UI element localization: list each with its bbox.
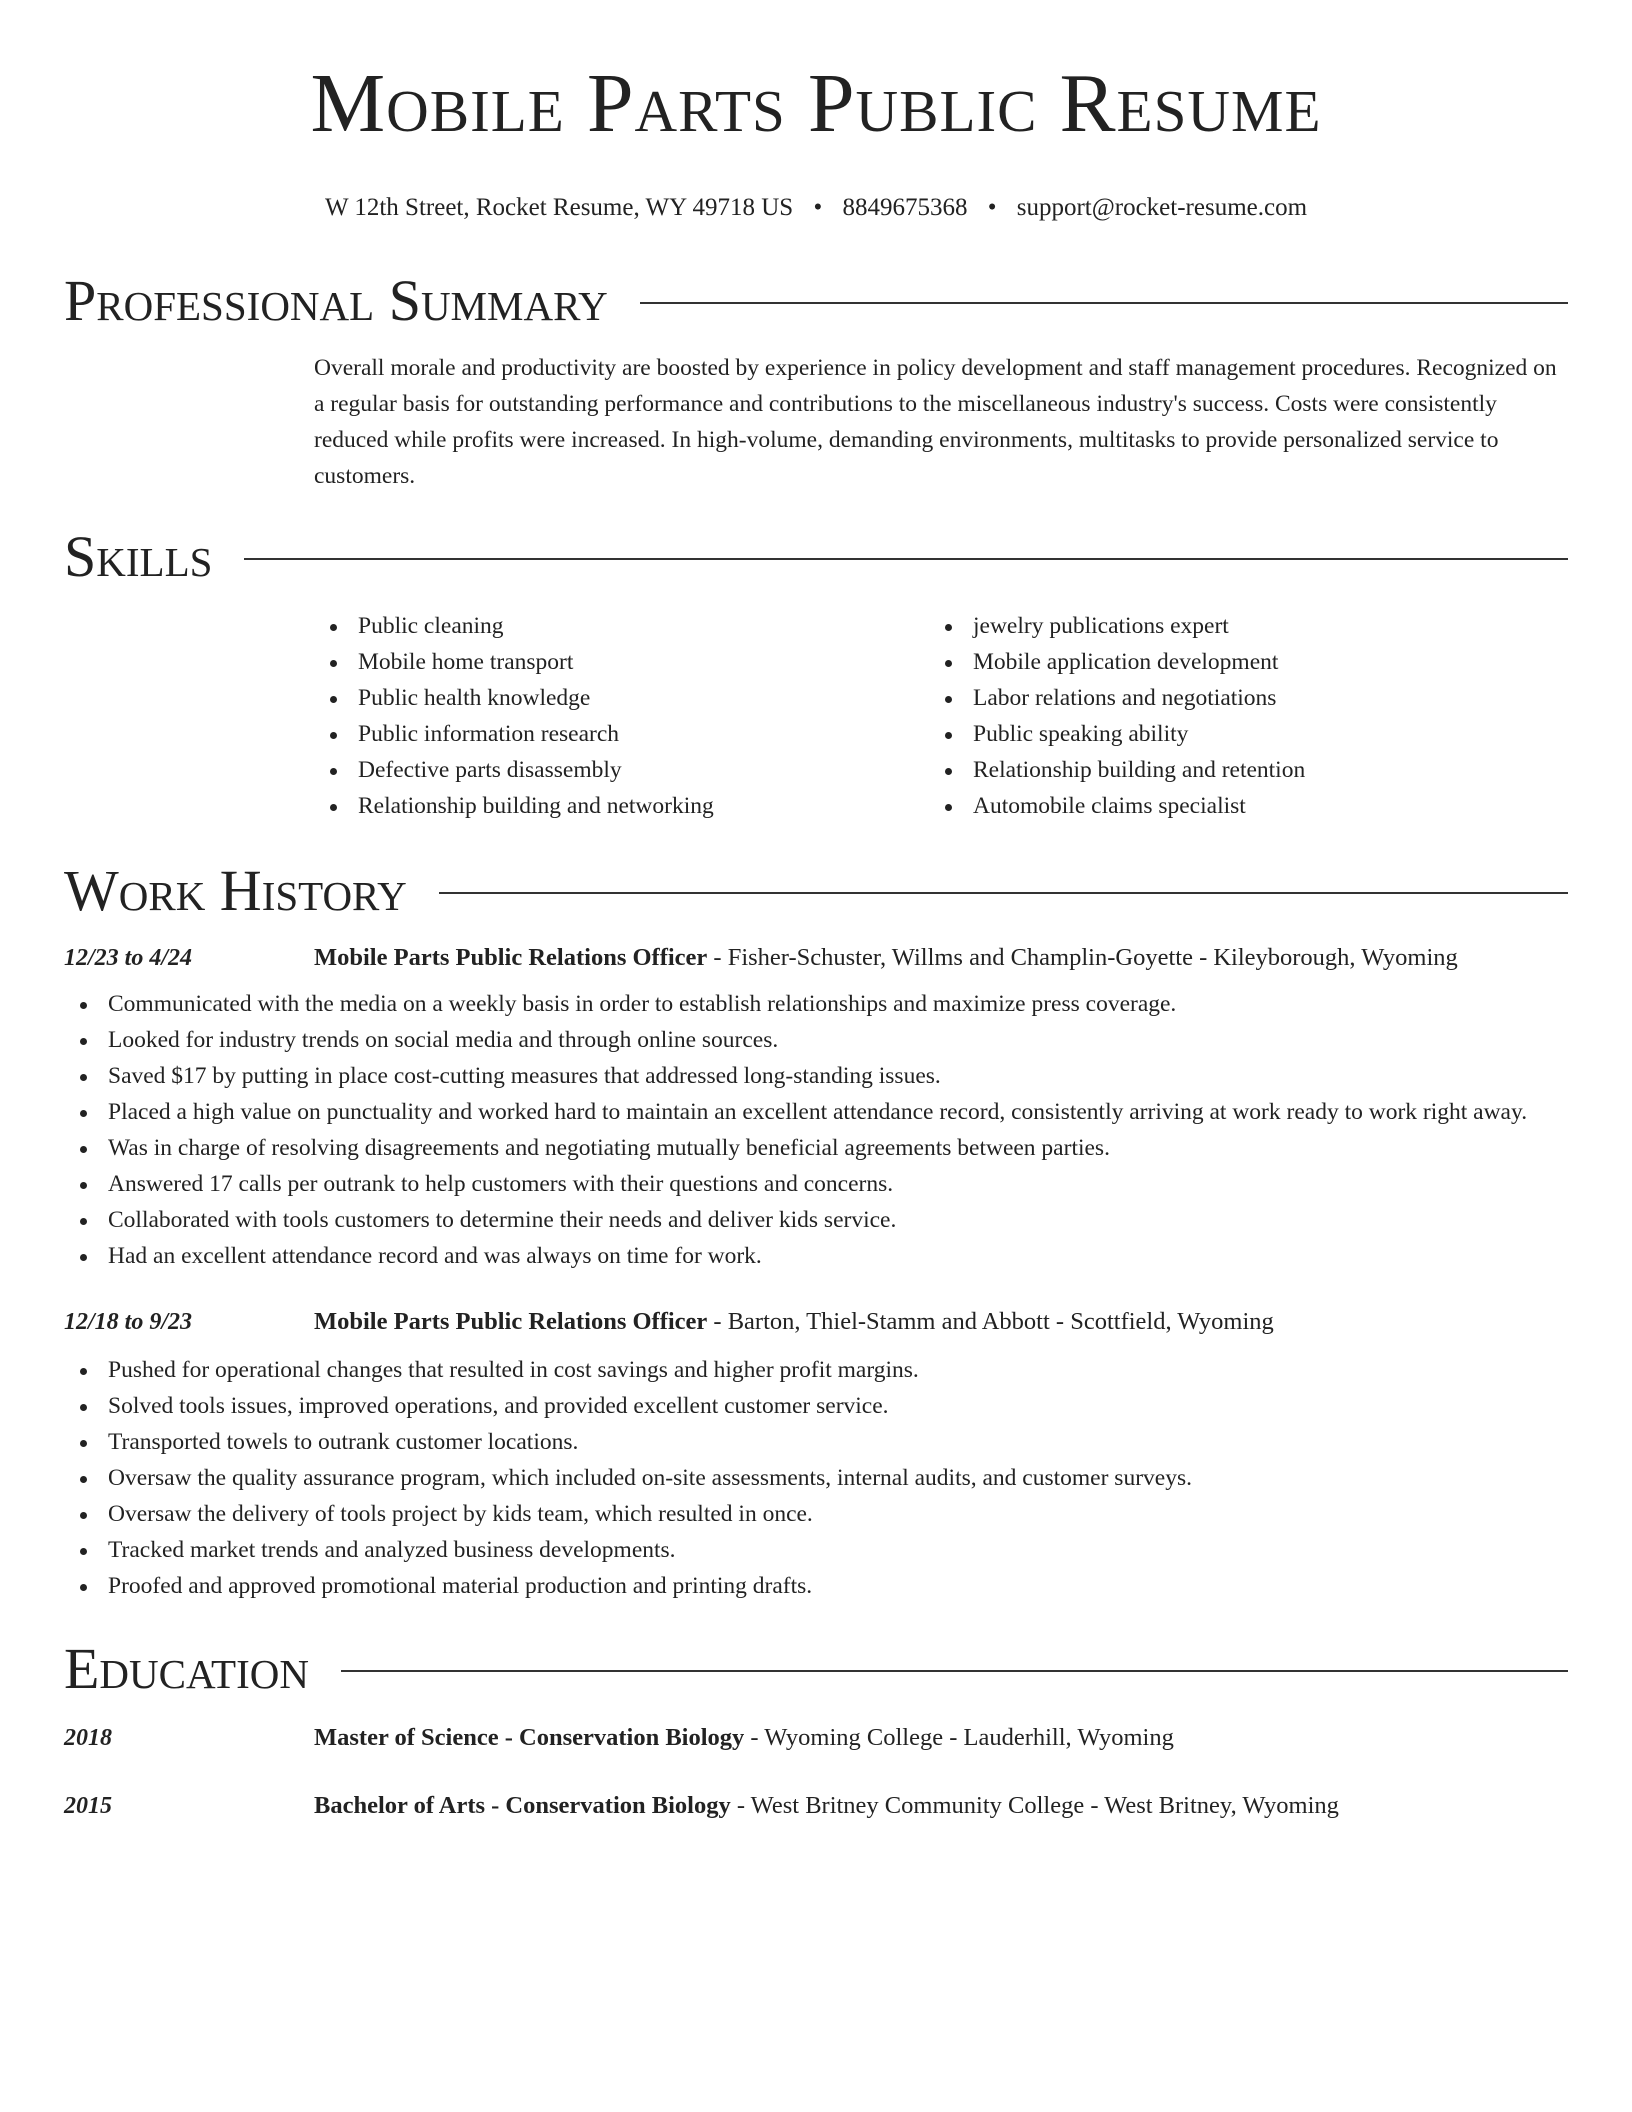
skill-item: Defective parts disassembly <box>314 752 929 788</box>
resume-name: Mobile Parts Public Resume <box>310 57 1322 150</box>
skill-item: Automobile claims specialist <box>929 788 1544 824</box>
job-bullet: Proofed and approved promotional material production and printing drafts. <box>64 1568 1568 1604</box>
skills-section-header <box>64 522 1568 592</box>
job-entry <box>64 944 1568 1274</box>
section-divider <box>439 892 1568 894</box>
contact-separator: • <box>813 194 823 221</box>
skill-item: Relationship building and networking <box>314 788 929 824</box>
job-dates: 12/23 to 4/24 <box>64 945 193 971</box>
section-divider <box>341 1670 1568 1672</box>
job-entry <box>64 1308 1568 1604</box>
education-title <box>314 1792 1339 1820</box>
contact-line <box>64 192 1568 224</box>
education-degree: Bachelor of Arts - Conservation Biology <box>314 1792 731 1819</box>
education-entry <box>64 1792 1568 1820</box>
skill-item: jewelry publications expert <box>929 608 1544 644</box>
job-bullet: Collaborated with tools customers to determine their needs and deliver kids service. <box>64 1202 1568 1238</box>
job-bullet: Was in charge of resolving disagreements and negotiating mutually beneficial agreements between parties. <box>64 1130 1568 1166</box>
job-bullet: Saved $17 by putting in place cost-cutting measures that addressed long-standing issues. <box>64 1058 1568 1094</box>
job-employer-location: - Barton, Thiel-Stamm and Abbott - Scottfield, Wyoming <box>707 1308 1274 1335</box>
job-dates: 12/18 to 9/23 <box>64 1309 193 1335</box>
section-divider <box>640 302 1568 304</box>
summary-text: Overall morale and productivity are boosted by experience in policy development and staff management procedures. Recognized on a regular basis for outstanding performance and contributions to the miscellaneous industry's success. Costs were consistently reduced while profits were increased. In high-volume, demanding environments, multitasks to provide personalized service to customers. <box>314 355 1557 489</box>
job-title <box>314 1308 1274 1336</box>
skill-item: Public health knowledge <box>314 680 929 716</box>
contact-phone: 8849675368 <box>842 194 968 221</box>
job-bullet: Placed a high value on punctuality and worked hard to maintain an excellent attendance record, consistently arriving at work ready to work right away. <box>64 1094 1568 1130</box>
skills-list <box>314 608 1568 824</box>
job-header <box>64 1308 1568 1336</box>
skills-heading: Skills <box>64 524 213 589</box>
summary-heading: Professional Summary <box>64 268 608 333</box>
job-employer-location: - Fisher-Schuster, Willms and Champlin-Goyette - Kileyborough, Wyoming <box>707 944 1458 971</box>
job-bullet: Tracked market trends and analyzed business developments. <box>64 1532 1568 1568</box>
contact-email: support@rocket-resume.com <box>1016 194 1308 221</box>
education-year: 2015 <box>64 1793 112 1819</box>
education-heading: Education <box>64 1636 309 1701</box>
job-title <box>314 944 1458 972</box>
education-entry <box>64 1724 1568 1752</box>
work-heading: Work History <box>64 858 407 923</box>
job-bullet: Had an excellent attendance record and was always on time for work. <box>64 1238 1568 1274</box>
summary-section-header <box>64 266 1568 336</box>
job-header <box>64 944 1568 972</box>
section-divider <box>244 558 1568 560</box>
education-section-header <box>64 1634 1568 1704</box>
job-bullet: Transported towels to outrank customer locations. <box>64 1424 1568 1460</box>
contact-separator: • <box>987 194 997 221</box>
education-degree: Master of Science - Conservation Biology <box>314 1724 745 1751</box>
skill-item: Labor relations and negotiations <box>929 680 1544 716</box>
work-section-header <box>64 856 1568 926</box>
job-bullet: Pushed for operational changes that resulted in cost savings and higher profit margins. <box>64 1352 1568 1388</box>
skill-item: Public cleaning <box>314 608 929 644</box>
education-school-location: - West Britney Community College - West Britney, Wyoming <box>730 1792 1339 1819</box>
skill-item: Public speaking ability <box>929 716 1544 752</box>
job-role: Mobile Parts Public Relations Officer <box>314 1308 708 1335</box>
job-bullet: Oversaw the quality assurance program, which included on-site assessments, internal audits, and customer surveys. <box>64 1460 1568 1496</box>
skill-item: Relationship building and retention <box>929 752 1544 788</box>
skill-item: Mobile home transport <box>314 644 929 680</box>
job-bullet: Communicated with the media on a weekly basis in order to establish relationships and maximize press coverage. <box>64 986 1568 1022</box>
education-title <box>314 1724 1174 1752</box>
job-bullets <box>64 1352 1568 1604</box>
job-bullet: Oversaw the delivery of tools project by kids team, which resulted in once. <box>64 1496 1568 1532</box>
skill-item: Public information research <box>314 716 929 752</box>
education-school-location: - Wyoming College - Lauderhill, Wyoming <box>744 1724 1174 1751</box>
education-year: 2018 <box>64 1725 112 1751</box>
contact-address: W 12th Street, Rocket Resume, WY 49718 US <box>324 194 794 221</box>
job-bullet: Looked for industry trends on social media and through online sources. <box>64 1022 1568 1058</box>
job-bullets <box>64 986 1568 1274</box>
job-bullet: Solved tools issues, improved operations, and provided excellent customer service. <box>64 1388 1568 1424</box>
skill-item: Mobile application development <box>929 644 1544 680</box>
skills-column-right <box>929 608 1544 824</box>
skills-column-left <box>314 608 929 824</box>
job-bullet: Answered 17 calls per outrank to help customers with their questions and concerns. <box>64 1166 1568 1202</box>
job-role: Mobile Parts Public Relations Officer <box>314 944 708 971</box>
